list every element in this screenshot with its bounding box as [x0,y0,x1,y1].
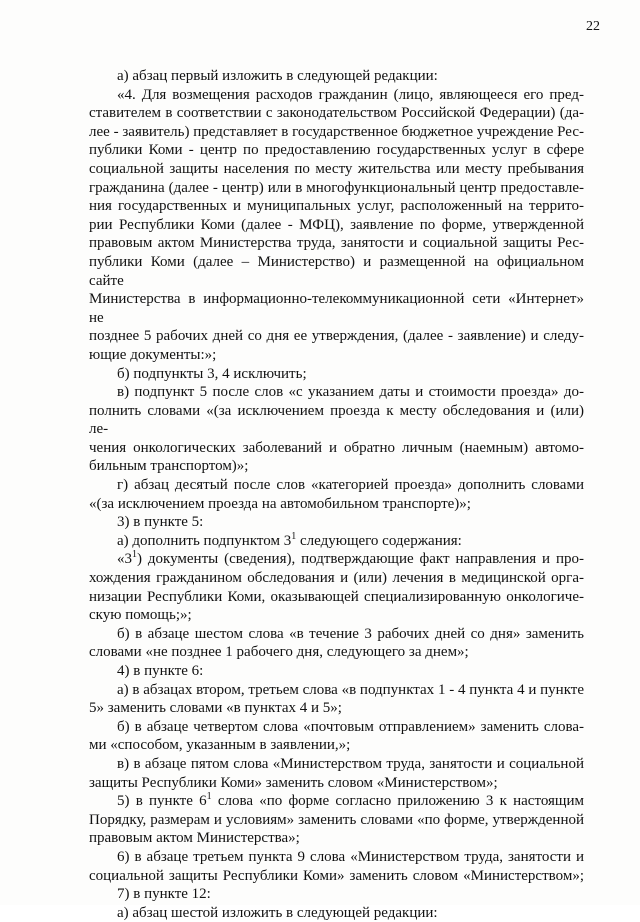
text-line [89,885,584,904]
line-text: в) в абзаце пятом слова «Министерством труда, занятости и социальной [117,755,584,772]
text-line [89,495,584,514]
document-body [89,67,584,922]
text-line [89,848,584,867]
text-line [89,346,584,365]
line-text: правовым актом Министерства»; [89,830,300,847]
text-line [89,718,584,737]
text-line [89,755,584,774]
superscript: 1 [132,549,137,561]
line-text: защиты Республики Коми» заменить словом «Министерством»; [89,774,498,791]
page-number: 22 [586,19,600,34]
text-line [89,327,584,346]
text-line [89,402,584,439]
text-line [89,662,584,681]
line-text: 4) в пункте 6: [117,663,204,679]
line-text-continued: слова «по форме согласно приложению 3 к настоящим [211,793,584,810]
superscript: 1 [206,791,212,803]
line-text: чения онкологических заболеваний и обратно личным (наемным) автомо- [89,439,584,456]
line-text: ющие документы:»; [89,346,217,363]
line-text: публики Коми (далее – Министерство) и размещенной на официальном сайте [89,253,584,289]
text-line [89,904,584,922]
text-line [89,643,584,662]
text-line [89,365,584,384]
text-line [89,197,584,216]
text-line [89,774,584,793]
line-text: 5» заменить словами «в пунктах 4 и 5»; [89,700,342,717]
line-text: б) подпункты 3, 4 исключить; [117,365,307,382]
line-text: «3 [117,551,132,568]
line-text: низации Республики Коми, оказывающей специализированную онкологиче- [89,588,584,605]
line-text: ставителем в соответствии с законодательством Российской Федерации) (да- [89,105,584,122]
line-text: социальной защиты населения по месту жительства или месту пребывания [89,160,584,177]
text-line [89,550,584,569]
text-line [89,457,584,476]
superscript: 1 [291,530,297,542]
line-text: Министерства в информационно-телекоммуникационной сети «Интернет» не [89,291,584,326]
line-text: а) в абзацах втором, третьем слова «в подпунктах 1 - 4 пункта 4 и пункте [117,681,584,698]
line-text-continued: ) документы (сведения), подтверждающие факт направления и про- [137,551,584,568]
text-line [89,160,584,179]
text-line [89,792,584,811]
text-line [89,829,584,848]
line-text: «4. Для возмещения расходов гражданин (лицо, являющееся его пред- [117,86,584,103]
line-text: социальной защиты Республики Коми» заменить словом «Министерством»; [89,867,584,884]
line-text: словами «не позднее 1 рабочего дня, следующего за днем»; [89,644,469,661]
line-text: полнить словами «(за исключением проезда к месту обследования и (или) ле- [89,402,584,438]
line-text: 5) в пункте 6 [117,793,207,810]
line-text: ния государственных и муниципальных услуг, расположенный на террито- [89,198,584,215]
line-text: публики Коми - центр по предоставлению государственных услуг в сфере [89,142,584,159]
text-line [89,104,584,123]
text-line [89,588,584,607]
line-text: рии Республики Коми (далее - МФЦ), заявление по форме, утвержденной [89,216,584,233]
line-text: позднее 5 рабочих дней со дня ее утверждения, (далее - заявление) и следу- [89,328,584,345]
text-line [89,699,584,718]
line-text: а) абзац шестой изложить в следующей редакции: [117,904,438,921]
text-line [89,606,584,625]
line-text: 3) в пункте 5: [117,514,204,531]
text-line [89,179,584,198]
line-text-continued: следующего содержания: [296,532,462,549]
text-line [89,216,584,235]
line-text: 6) в абзаце третьем пункта 9 слова «Министерством труда, занятости и [117,848,584,865]
line-text: лее - заявитель) представляет в государственное бюджетное учреждение Рес- [89,123,584,140]
line-text: гражданина (далее - центр) или в многофункциональный центр предоставле- [89,179,584,196]
text-line [89,383,584,402]
line-text: 7) в пункте 12: [117,886,211,903]
line-text: правовым актом Министерства труда, занятости и социальной защиты Рес- [89,235,584,252]
text-line [89,67,584,86]
text-line [89,532,584,551]
line-text: хождения гражданином обследования и (или) лечения в медицинской орга- [89,570,584,587]
text-line [89,123,584,142]
line-text: скую помощь;»; [89,607,192,624]
line-text: а) абзац первый изложить в следующей редакции: [117,68,438,84]
text-line [89,569,584,588]
text-line [89,290,584,327]
text-line [89,476,584,495]
text-line [89,811,584,830]
text-line [89,234,584,253]
text-line [89,439,584,458]
text-line [89,736,584,755]
text-line [89,253,584,290]
line-text: Порядку, размерам и условиям» заменить словами «по форме, утвержденной [89,811,584,828]
line-text: б) в абзаце четвертом слова «почтовым отправлением» заменить слова- [117,718,584,735]
text-line [89,867,584,886]
line-text: «(за исключением проезда на автомобильном транспорте)»; [89,495,471,512]
text-line [89,625,584,644]
line-text: бильным транспортом)»; [89,458,249,475]
line-text: а) дополнить подпунктом 3 [117,532,292,549]
text-line [89,513,584,532]
line-text: г) абзац десятый после слов «категорией проезда» дополнить словами [117,477,584,494]
line-text: в) подпункт 5 после слов «с указанием даты и стоимости проезда» до- [117,384,584,401]
text-line [89,86,584,105]
line-text: б) в абзаце шестом слова «в течение 3 рабочих дней со дня» заменить [117,625,584,642]
line-text: ми «способом, указанным в заявлении,»; [89,737,351,754]
text-line [89,141,584,160]
text-line [89,681,584,700]
